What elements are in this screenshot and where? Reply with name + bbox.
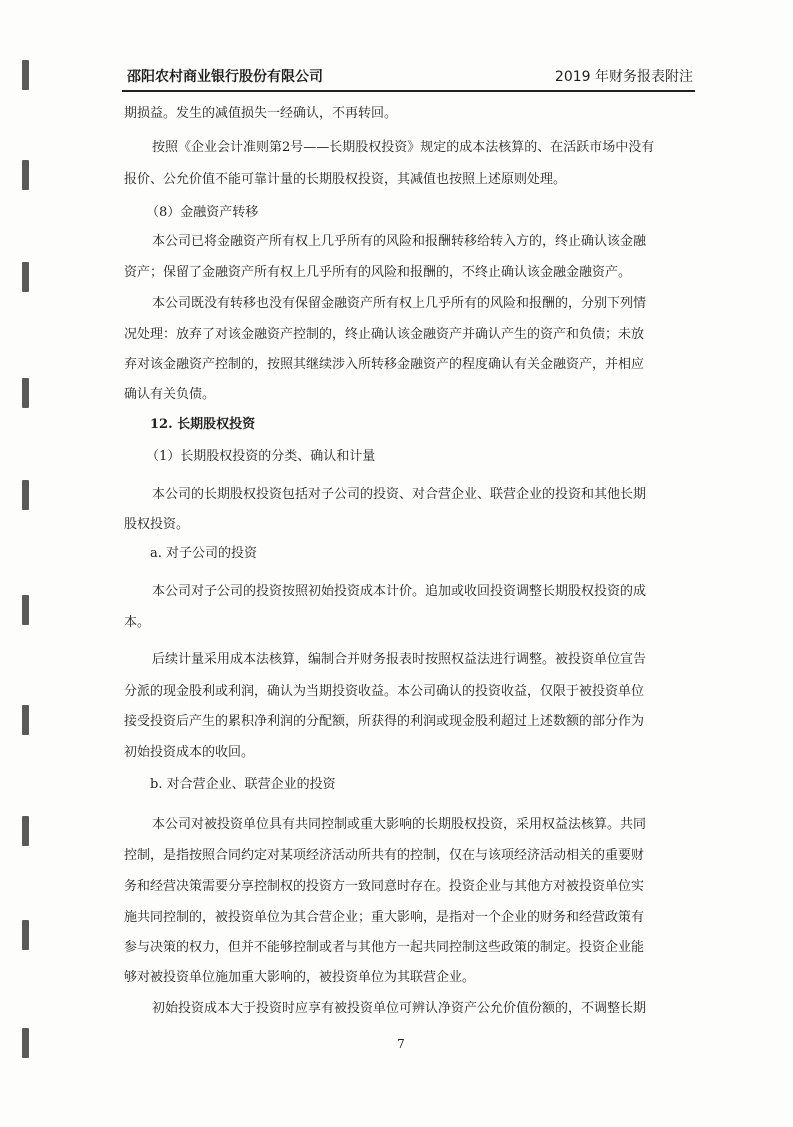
body-text: 参与决策的权力，但并不能够控制或者与其他方一起共同控制这些政策的制定。投资企业能 bbox=[124, 940, 645, 955]
subsection-heading: a. 对子公司的投资 bbox=[150, 546, 258, 561]
binding-mark bbox=[22, 595, 29, 625]
body-text: 本公司对子公司的投资按照初始投资成本计价。追加或收回投资调整长期股权投资的成 bbox=[152, 584, 647, 599]
section-heading: 12. 长期股权投资 bbox=[150, 417, 256, 432]
body-text: 分派的现金股利或利润，确认为当期投资收益。本公司确认的投资收益，仅限于被投资单位 bbox=[124, 684, 645, 699]
section-heading: （8）金融资产转移 bbox=[146, 205, 259, 220]
page-header bbox=[127, 66, 693, 88]
body-text: 期损益。发生的减值损失一经确认，不再转回。 bbox=[124, 106, 398, 121]
body-text: 务和经营决策需要分享控制权的投资方一致同意时存在。投资企业与其他方对被投资单位实 bbox=[124, 879, 645, 894]
body-text: 本公司已将金融资产所有权上几乎所有的风险和报酬转移给转入方的，终止确认该金融 bbox=[152, 234, 647, 249]
body-text: 本。 bbox=[124, 615, 151, 630]
body-text: 初始投资成本的收回。 bbox=[124, 745, 255, 760]
report-title: 2019 年财务报表附注 bbox=[554, 69, 693, 85]
header-divider bbox=[122, 90, 695, 92]
binding-mark bbox=[22, 60, 29, 90]
body-text: 本公司对被投资单位具有共同控制或重大影响的长期股权投资，采用权益法核算。共同 bbox=[152, 817, 647, 832]
body-text: 弃对该金融资产控制的，按照其继续涉入所转移金融资产的程度确认有关金融资产，并相应 bbox=[124, 357, 645, 372]
body-text: 按照《企业会计准则第2号——长期股权投资》规定的成本法核算的、在活跃市场中没有 bbox=[152, 140, 655, 155]
binding-mark bbox=[22, 262, 29, 292]
body-text: 够对被投资单位施加重大影响的，被投资单位为其联营企业。 bbox=[124, 970, 476, 985]
binding-mark bbox=[22, 1028, 29, 1058]
binding-mark bbox=[22, 816, 29, 846]
subsection-heading: b. 对合营企业、联营企业的投资 bbox=[150, 777, 336, 792]
binding-mark bbox=[22, 920, 29, 950]
body-text: 确认有关负债。 bbox=[124, 387, 216, 402]
body-text: 股权投资。 bbox=[124, 517, 190, 532]
body-text: 报价、公允价值不能可靠计量的长期股权投资，其减值也按照上述原则处理。 bbox=[124, 172, 567, 187]
subsection-heading: （1）长期股权投资的分类、确认和计量 bbox=[146, 449, 376, 464]
body-text: 资产；保留了金融资产所有权上几乎所有的风险和报酬的，不终止确认该金融金融资产。 bbox=[124, 265, 632, 280]
binding-mark bbox=[22, 378, 29, 408]
page-number: 7 bbox=[397, 1037, 405, 1051]
body-text: 况处理：放弃了对该金融资产控制的，终止确认该金融资产并确认产生的资产和负债；未放 bbox=[124, 327, 645, 342]
body-text: 本公司既没有转移也没有保留金融资产所有权上几乎所有的风险和报酬的，分别下列情 bbox=[152, 296, 647, 311]
body-text: 接受投资后产生的累积净利润的分配额，所获得的利润或现金股利超过上述数额的部分作为 bbox=[124, 714, 645, 729]
body-text: 本公司的长期股权投资包括对子公司的投资、对合营企业、联营企业的投资和其他长期 bbox=[152, 487, 647, 502]
binding-mark bbox=[22, 705, 29, 735]
body-text: 控制，是指按照合同约定对某项经济活动所共有的控制，仅在与该项经济活动相关的重要财 bbox=[124, 848, 645, 863]
body-text: 初始投资成本大于投资时应享有被投资单位可辨认净资产公允价值份额的，不调整长期 bbox=[152, 1001, 647, 1016]
binding-mark bbox=[22, 480, 29, 510]
binding-mark bbox=[22, 160, 29, 190]
body-text: 后续计量采用成本法核算，编制合并财务报表时按照权益法进行调整。被投资单位宣告 bbox=[152, 652, 647, 667]
body-text: 施共同控制的，被投资单位为其合营企业；重大影响，是指对一个企业的财务和经营政策有 bbox=[124, 910, 645, 925]
company-name: 邵阳农村商业银行股份有限公司 bbox=[127, 69, 323, 85]
